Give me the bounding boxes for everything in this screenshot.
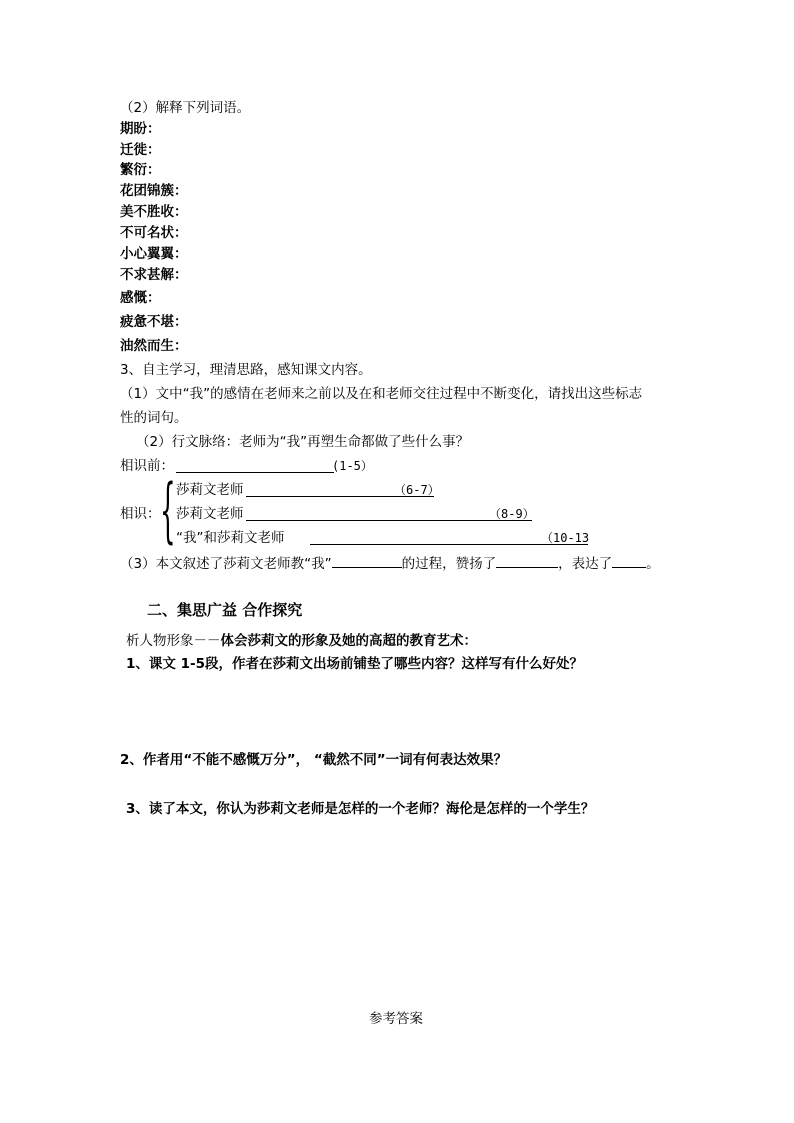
answer-blank <box>496 553 558 568</box>
question-3-3-part-b: 的过程，赞扬了 <box>401 556 497 572</box>
before-meeting-label: 相识前： <box>120 458 174 474</box>
section-2-subtitle-lead: 析人物形象－－ <box>126 633 221 649</box>
meeting-label: 相识： <box>120 506 161 522</box>
vocab-term: 小心翼翼： <box>120 246 188 262</box>
meeting-row-range: （8-9） <box>489 507 535 521</box>
meeting-row-subject: 莎莉文老师 <box>176 482 244 498</box>
brace-symbol: { <box>160 469 176 551</box>
question-2-heading: （2）解释下列词语。 <box>120 100 251 116</box>
vocab-term: 期盼： <box>120 121 161 137</box>
question-3-1-line1: （1）文中“我”的感情在老师来之前以及在和老师交往过程中不断变化，请找出这些标志 <box>120 386 643 402</box>
vocab-term: 繁衍： <box>120 162 161 178</box>
discussion-question: 3、读了本文，你认为莎莉文老师是怎样的一个老师？海伦是怎样的一个学生？ <box>126 801 595 817</box>
vocab-term: 不可名状： <box>120 225 188 241</box>
vocab-term: 不求甚解： <box>120 267 188 283</box>
answer-key-label: 参考答案 <box>369 1011 423 1027</box>
section-2-title: 二、集思广益 合作探究 <box>147 601 303 619</box>
meeting-row-range: （6-7） <box>394 483 440 497</box>
vocab-term: 感慨： <box>120 290 161 306</box>
vocab-term: 花团锦簇： <box>120 183 188 199</box>
question-3-3-part-a: （3）本文叙述了莎莉文老师教“我” <box>120 556 332 572</box>
meeting-row-range: （10-13 <box>541 531 590 545</box>
before-meeting-range: (1-5） <box>332 459 373 473</box>
question-3-1-line2: 性的词句。 <box>120 410 188 426</box>
discussion-question: 2、作者用“不能不感慨万分”， “截然不同”一词有何表达效果？ <box>120 752 508 768</box>
section-2-subtitle <box>126 632 477 650</box>
vocab-term: 美不胜收： <box>120 204 188 220</box>
discussion-question: 1、课文 1-5段，作者在莎莉文出场前铺垫了哪些内容？这样写有什么好处？ <box>126 656 583 672</box>
question-3-heading: 3、自主学习，理清思路，感知课文内容。 <box>120 362 372 378</box>
meeting-row-subject: 莎莉文老师 <box>176 506 244 522</box>
section-2-subtitle-main: 体会莎莉文的形象及她的高超的教育艺术： <box>220 633 477 649</box>
answer-blank <box>332 553 402 568</box>
answer-blank <box>612 553 646 568</box>
question-3-3-part-c: ，表达了 <box>558 556 613 572</box>
question-3-3 <box>120 553 660 573</box>
vocab-term: 油然而生： <box>120 338 188 354</box>
vocab-term: 疲惫不堪： <box>120 314 188 330</box>
answer-blank <box>176 472 334 473</box>
meeting-row-subject: “我”和莎莉文老师 <box>176 530 285 546</box>
question-3-3-part-d: 。 <box>646 556 660 572</box>
vocab-term: 迁徙： <box>120 142 161 158</box>
question-3-2: （2）行文脉络：老师为“我”再塑生命都做了些什么事？ <box>136 434 470 450</box>
